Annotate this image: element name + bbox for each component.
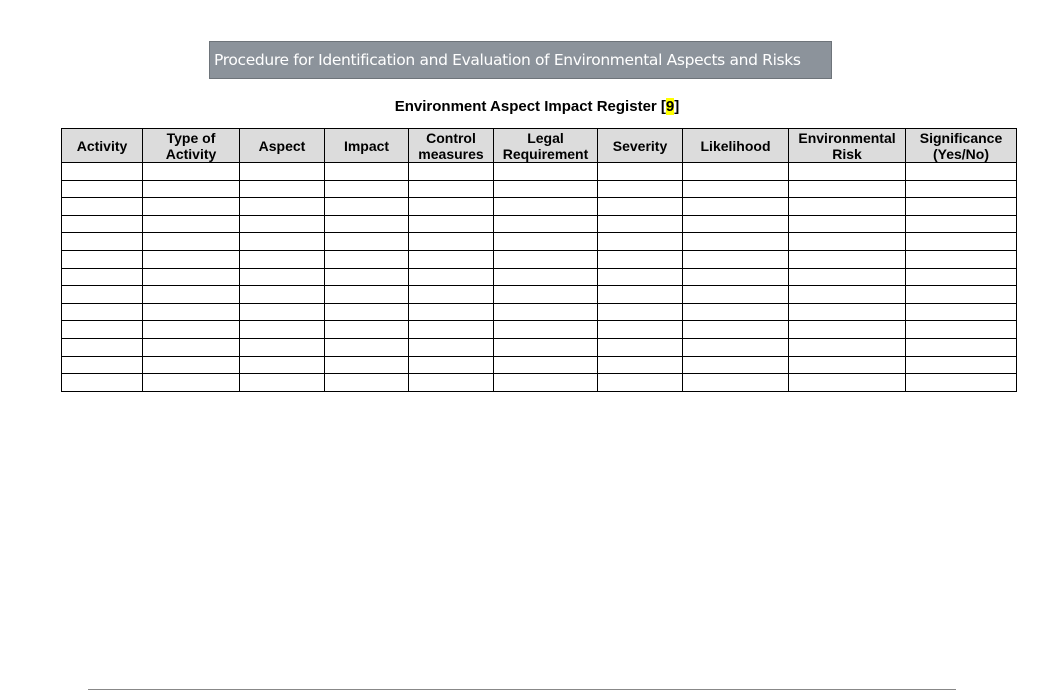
register-ref-open: [ (660, 98, 666, 115)
table-cell[interactable] (789, 250, 906, 268)
table-cell[interactable] (62, 374, 143, 392)
table-cell[interactable] (143, 286, 240, 304)
table-cell[interactable] (683, 268, 789, 286)
column-header-activity: Activity (62, 129, 143, 163)
table-cell[interactable] (325, 374, 409, 392)
table-cell[interactable] (62, 286, 143, 304)
table-cell[interactable] (789, 374, 906, 392)
table-cell[interactable] (240, 268, 325, 286)
table-cell[interactable] (906, 338, 1017, 356)
table-cell[interactable] (598, 233, 683, 251)
table-cell[interactable] (325, 163, 409, 181)
table-cell[interactable] (683, 356, 789, 374)
table-cell[interactable] (143, 303, 240, 321)
table-cell[interactable] (143, 338, 240, 356)
table-cell[interactable] (494, 338, 598, 356)
table-cell[interactable] (62, 356, 143, 374)
table-cell[interactable] (325, 198, 409, 216)
table-cell[interactable] (409, 233, 494, 251)
table-row (62, 374, 1017, 392)
column-header-likelihood: Likelihood (683, 129, 789, 163)
table-cell[interactable] (789, 303, 906, 321)
column-header-legal-requirement: Legal Requirement (494, 129, 598, 163)
table-cell[interactable] (143, 250, 240, 268)
table-body (62, 163, 1017, 392)
table-cell[interactable] (62, 268, 143, 286)
footer-divider (88, 689, 956, 690)
table-cell[interactable] (598, 215, 683, 233)
table-cell[interactable] (494, 250, 598, 268)
table-cell[interactable] (409, 321, 494, 339)
table-cell[interactable] (409, 374, 494, 392)
register-ref-number: 9 (665, 98, 675, 115)
table-cell[interactable] (240, 303, 325, 321)
table-cell[interactable] (143, 233, 240, 251)
table-cell[interactable] (143, 198, 240, 216)
table-cell[interactable] (906, 198, 1017, 216)
table-cell[interactable] (683, 233, 789, 251)
table-cell[interactable] (143, 180, 240, 198)
procedure-title: Procedure for Identification and Evaluation of Environmental Aspects and Risks (214, 51, 801, 69)
column-header-aspect: Aspect (240, 129, 325, 163)
table-cell[interactable] (409, 180, 494, 198)
table-cell[interactable] (494, 321, 598, 339)
table-cell[interactable] (683, 215, 789, 233)
table-cell[interactable] (62, 198, 143, 216)
table-cell[interactable] (62, 250, 143, 268)
table-cell[interactable] (494, 374, 598, 392)
table-cell[interactable] (325, 180, 409, 198)
table-cell[interactable] (906, 215, 1017, 233)
table-cell[interactable] (789, 286, 906, 304)
table-cell[interactable] (494, 233, 598, 251)
table-cell[interactable] (598, 374, 683, 392)
table-cell[interactable] (494, 268, 598, 286)
table-cell[interactable] (143, 356, 240, 374)
table-row (62, 286, 1017, 304)
table-cell[interactable] (409, 286, 494, 304)
table-cell[interactable] (240, 163, 325, 181)
table-cell[interactable] (62, 338, 143, 356)
table-cell[interactable] (325, 233, 409, 251)
table-cell[interactable] (906, 250, 1017, 268)
register-title (0, 98, 1044, 115)
table-cell[interactable] (789, 163, 906, 181)
table-cell[interactable] (598, 303, 683, 321)
table-row (62, 250, 1017, 268)
table-cell[interactable] (240, 180, 325, 198)
table-cell[interactable] (62, 180, 143, 198)
table-cell[interactable] (240, 286, 325, 304)
table-cell[interactable] (62, 321, 143, 339)
table-cell[interactable] (325, 250, 409, 268)
table-cell[interactable] (789, 180, 906, 198)
table-cell[interactable] (62, 215, 143, 233)
table-cell[interactable] (906, 286, 1017, 304)
table-cell[interactable] (325, 356, 409, 374)
table-cell[interactable] (240, 338, 325, 356)
column-header-significance: Significance (Yes/No) (906, 129, 1017, 163)
table-cell[interactable] (494, 163, 598, 181)
table-cell[interactable] (240, 250, 325, 268)
table-cell[interactable] (683, 374, 789, 392)
table-cell[interactable] (683, 198, 789, 216)
table-cell[interactable] (240, 215, 325, 233)
table-cell[interactable] (409, 303, 494, 321)
table-cell[interactable] (62, 233, 143, 251)
table-row (62, 303, 1017, 321)
table-cell[interactable] (683, 321, 789, 339)
table-cell[interactable] (409, 250, 494, 268)
table-cell[interactable] (143, 163, 240, 181)
table-cell[interactable] (906, 268, 1017, 286)
table-cell[interactable] (598, 198, 683, 216)
column-header-control-measures: Control measures (409, 129, 494, 163)
table-cell[interactable] (240, 233, 325, 251)
table-cell[interactable] (240, 321, 325, 339)
table-row (62, 215, 1017, 233)
table-cell[interactable] (143, 374, 240, 392)
table-cell[interactable] (494, 286, 598, 304)
table-cell[interactable] (598, 268, 683, 286)
table-cell[interactable] (62, 303, 143, 321)
table-cell[interactable] (325, 321, 409, 339)
table-row (62, 268, 1017, 286)
table-cell[interactable] (683, 180, 789, 198)
table-cell[interactable] (906, 374, 1017, 392)
register-ref-close: ] (674, 98, 680, 115)
table-cell[interactable] (598, 321, 683, 339)
table-cell[interactable] (789, 338, 906, 356)
table-cell[interactable] (240, 356, 325, 374)
table-cell[interactable] (325, 268, 409, 286)
table-cell[interactable] (598, 286, 683, 304)
table-cell[interactable] (789, 268, 906, 286)
table-cell[interactable] (598, 163, 683, 181)
table-cell[interactable] (906, 180, 1017, 198)
table-row (62, 163, 1017, 181)
table-cell[interactable] (789, 215, 906, 233)
table-cell[interactable] (494, 356, 598, 374)
table-cell[interactable] (683, 303, 789, 321)
column-header-severity: Severity (598, 129, 683, 163)
table-cell[interactable] (409, 268, 494, 286)
table-cell[interactable] (409, 198, 494, 216)
column-header-type-of-activity: Type of Activity (143, 129, 240, 163)
table-cell[interactable] (906, 303, 1017, 321)
table-cell[interactable] (598, 250, 683, 268)
table-row (62, 338, 1017, 356)
table-cell[interactable] (683, 286, 789, 304)
table-row (62, 321, 1017, 339)
table-cell[interactable] (143, 215, 240, 233)
table-row (62, 356, 1017, 374)
table-cell[interactable] (598, 180, 683, 198)
table-cell[interactable] (409, 215, 494, 233)
table-cell[interactable] (906, 321, 1017, 339)
table-cell[interactable] (62, 163, 143, 181)
table-cell[interactable] (409, 163, 494, 181)
table-cell[interactable] (325, 286, 409, 304)
table-cell[interactable] (683, 163, 789, 181)
table-cell[interactable] (143, 268, 240, 286)
table-cell[interactable] (683, 338, 789, 356)
table-cell[interactable] (325, 215, 409, 233)
table-cell[interactable] (143, 321, 240, 339)
table-cell[interactable] (240, 374, 325, 392)
table-cell[interactable] (494, 215, 598, 233)
table-cell[interactable] (240, 198, 325, 216)
register-title-text: Environment Aspect Impact Register (394, 98, 657, 115)
table-header-row (62, 129, 1017, 163)
table-cell[interactable] (906, 163, 1017, 181)
table-cell[interactable] (789, 198, 906, 216)
table-cell[interactable] (494, 198, 598, 216)
column-header-environmental-risk: Environmental Risk (789, 129, 906, 163)
table-cell[interactable] (906, 233, 1017, 251)
table-cell[interactable] (789, 356, 906, 374)
table-cell[interactable] (409, 356, 494, 374)
table-cell[interactable] (494, 180, 598, 198)
table-cell[interactable] (325, 338, 409, 356)
procedure-header-band (209, 41, 832, 79)
table-cell[interactable] (906, 356, 1017, 374)
column-header-impact: Impact (325, 129, 409, 163)
table-cell[interactable] (494, 303, 598, 321)
table-cell[interactable] (789, 321, 906, 339)
table-row (62, 233, 1017, 251)
table-row (62, 180, 1017, 198)
table-cell[interactable] (683, 250, 789, 268)
table-cell[interactable] (409, 338, 494, 356)
table-cell[interactable] (325, 303, 409, 321)
table-cell[interactable] (789, 233, 906, 251)
environment-aspect-impact-register-table (61, 128, 1017, 392)
table-cell[interactable] (598, 356, 683, 374)
table-cell[interactable] (598, 338, 683, 356)
table-row (62, 198, 1017, 216)
